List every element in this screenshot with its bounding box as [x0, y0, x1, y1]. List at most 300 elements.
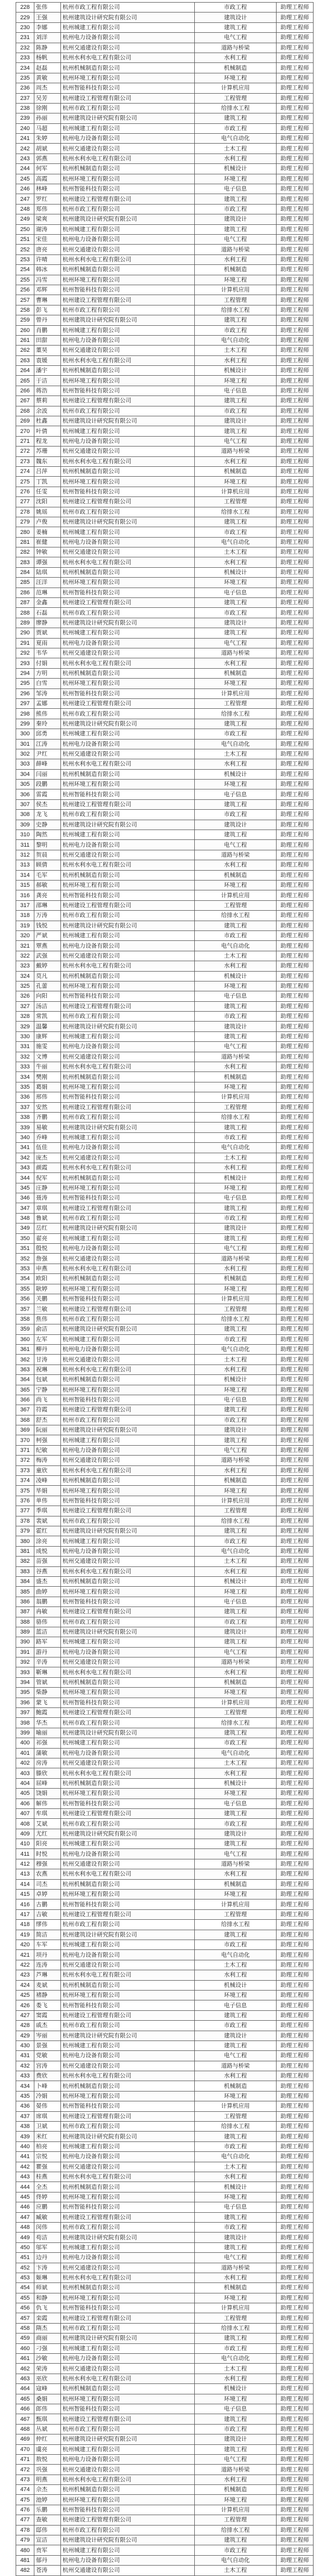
row-number-cell: 449	[16, 2233, 34, 2242]
person-name-cell: 贺晨	[34, 850, 61, 860]
row-number-cell: 457	[16, 2313, 34, 2323]
title-level-cell: 助理工程师	[277, 1879, 314, 1889]
row-number-cell: 442	[16, 2162, 34, 2172]
company-name-cell: 杭州建设工程管理有限公司	[61, 1506, 195, 1516]
company-name-cell: 杭州市政工程有限公司	[61, 103, 195, 113]
company-name-cell: 杭州建筑设计研究院有限公司	[61, 214, 195, 224]
table-row	[16, 154, 314, 163]
row-number-cell: 386	[16, 1597, 34, 1606]
company-name-cell: 杭州建筑设计研究院有限公司	[61, 1930, 195, 1940]
specialty-cell: 水利工程	[195, 1264, 277, 1273]
company-name-cell: 杭州智能科技有限公司	[61, 386, 195, 396]
title-level-cell: 助理工程师	[277, 658, 314, 668]
specialty-cell: 建筑工程	[195, 396, 277, 406]
title-level-cell: 助理工程师	[277, 1294, 314, 1304]
table-row	[16, 285, 314, 295]
table-row	[16, 1254, 314, 1264]
company-name-cell: 杭州建筑设计研究院有限公司	[61, 2031, 195, 2041]
table-row	[16, 2424, 314, 2434]
table-row	[16, 275, 314, 285]
person-name-cell: 方明	[34, 668, 61, 678]
title-level-cell: 助理工程师	[277, 315, 314, 325]
title-level-cell: 助理工程师	[277, 2111, 314, 2121]
title-level-cell: 助理工程师	[277, 1072, 314, 1082]
row-number-cell: 474	[16, 2485, 34, 2495]
title-level-cell: 助理工程师	[277, 668, 314, 678]
table-row	[16, 880, 314, 890]
person-name-cell: 唐亮	[34, 245, 61, 254]
specialty-cell: 电子信息	[195, 991, 277, 1001]
title-level-cell: 助理工程师	[277, 840, 314, 850]
company-name-cell: 杭州水利水电工程有限公司	[61, 355, 195, 365]
specialty-cell: 电气自动化	[195, 1344, 277, 1354]
table-row	[16, 2384, 314, 2394]
specialty-cell: 建筑设计	[195, 618, 277, 628]
row-number-cell: 410	[16, 1839, 34, 1849]
company-name-cell: 杭州建筑设计研究院有限公司	[61, 1324, 195, 1334]
title-level-cell: 助理工程师	[277, 1163, 314, 1172]
company-name-cell: 杭州建设工程管理有限公司	[61, 2111, 195, 2121]
company-name-cell: 杭州智能科技有限公司	[61, 890, 195, 900]
specialty-cell: 建筑工程	[195, 2535, 277, 2545]
specialty-cell: 机械制造	[195, 2283, 277, 2293]
specialty-cell: 工程管理	[195, 698, 277, 708]
table-row	[16, 2192, 314, 2202]
company-name-cell: 杭州市政工程有限公司	[61, 1012, 195, 1022]
company-name-cell: 杭州电力设备有限公司	[61, 2454, 195, 2464]
table-row	[16, 1607, 314, 1617]
title-level-cell: 助理工程师	[277, 2303, 314, 2313]
row-number-cell: 413	[16, 1869, 34, 1879]
row-number-cell: 260	[16, 325, 34, 335]
person-name-cell: 邱勇	[34, 729, 61, 739]
row-number-cell: 394	[16, 1677, 34, 1687]
table-row	[16, 2454, 314, 2464]
row-number-cell: 359	[16, 1324, 34, 1334]
title-level-cell: 助理工程师	[277, 1052, 314, 1062]
person-name-cell: 江涛	[34, 739, 61, 749]
title-level-cell: 助理工程师	[277, 527, 314, 537]
person-name-cell: 谢涛	[34, 224, 61, 234]
company-name-cell: 杭州交通建设有限公司	[61, 2263, 195, 2273]
company-name-cell: 杭州水利水电工程有限公司	[61, 2273, 195, 2282]
row-number-cell: 242	[16, 144, 34, 154]
company-name-cell: 杭州机械制造有限公司	[61, 1173, 195, 1183]
title-level-cell: 助理工程师	[277, 830, 314, 840]
title-level-cell: 助理工程师	[277, 73, 314, 83]
title-level-cell: 助理工程师	[277, 941, 314, 951]
person-name-cell: 苍涛	[34, 2566, 61, 2575]
table-row	[16, 2010, 314, 2020]
person-name-cell: 卞涛	[34, 2263, 61, 2273]
company-name-cell: 杭州城建工程有限公司	[61, 527, 195, 537]
row-number-cell: 337	[16, 1102, 34, 1112]
specialty-cell: 建筑设计	[195, 1223, 277, 1233]
row-number-cell: 250	[16, 224, 34, 234]
specialty-cell: 建筑工程	[195, 1203, 277, 1213]
company-name-cell: 杭州建设工程管理有限公司	[61, 93, 195, 103]
row-number-cell: 477	[16, 2515, 34, 2525]
table-row	[16, 961, 314, 971]
row-number-cell: 234	[16, 63, 34, 73]
table-row	[16, 2505, 314, 2515]
person-name-cell: 兰敏	[34, 1304, 61, 1314]
person-name-cell: 郭燕	[34, 154, 61, 163]
person-name-cell: 范琳	[34, 588, 61, 597]
table-row	[16, 507, 314, 517]
title-level-cell: 助理工程师	[277, 254, 314, 264]
table-row	[16, 1748, 314, 1758]
company-name-cell: 杭州环境工程有限公司	[61, 174, 195, 184]
title-level-cell: 助理工程师	[277, 2222, 314, 2232]
table-row	[16, 1859, 314, 1869]
specialty-cell: 工程管理	[195, 497, 277, 507]
person-name-cell: 龙飞	[34, 810, 61, 820]
table-row	[16, 1123, 314, 1132]
row-number-cell: 244	[16, 164, 34, 174]
company-name-cell: 杭州城建工程有限公司	[61, 1940, 195, 1950]
company-name-cell: 杭州环境工程有限公司	[61, 679, 195, 688]
specialty-cell: 工程管理	[195, 900, 277, 910]
table-row	[16, 2132, 314, 2141]
person-name-cell: 郁丹	[34, 2555, 61, 2565]
title-level-cell: 助理工程师	[277, 679, 314, 688]
table-row	[16, 850, 314, 860]
table-row	[16, 1072, 314, 1082]
row-number-cell: 476	[16, 2505, 34, 2515]
person-name-cell: 路军	[34, 1637, 61, 1647]
company-name-cell: 杭州建设工程管理有限公司	[61, 799, 195, 809]
company-name-cell: 杭州建筑设计研究院有限公司	[61, 1223, 195, 1233]
title-level-cell: 助理工程师	[277, 406, 314, 416]
table-row	[16, 93, 314, 103]
specialty-cell: 机械制造	[195, 1072, 277, 1082]
table-row	[16, 1375, 314, 1385]
title-level-cell: 助理工程师	[277, 93, 314, 103]
person-name-cell: 汤洁	[34, 1001, 61, 1011]
person-name-cell: 张伟	[34, 3, 61, 12]
row-number-cell: 317	[16, 900, 34, 910]
table-row	[16, 557, 314, 567]
person-name-cell: 庞杰	[34, 1153, 61, 1163]
table-row	[16, 436, 314, 446]
table-row	[16, 487, 314, 496]
table-row	[16, 2374, 314, 2383]
row-number-cell: 267	[16, 396, 34, 406]
table-row	[16, 184, 314, 194]
specialty-cell: 水利工程	[195, 1364, 277, 1374]
table-row	[16, 2283, 314, 2293]
person-name-cell: 施雯	[34, 1042, 61, 1052]
company-name-cell: 杭州水利水电工程有限公司	[61, 1465, 195, 1475]
company-name-cell: 杭州水利水电工程有限公司	[61, 1364, 195, 1374]
row-number-cell: 465	[16, 2394, 34, 2404]
title-level-cell: 助理工程师	[277, 2485, 314, 2495]
title-level-cell: 助理工程师	[277, 1597, 314, 1606]
title-level-cell: 助理工程师	[277, 184, 314, 194]
row-number-cell: 310	[16, 830, 34, 840]
table-row	[16, 1486, 314, 1496]
row-number-cell: 257	[16, 295, 34, 305]
person-name-cell: 姬琳	[34, 2273, 61, 2282]
person-name-cell: 李娜	[34, 22, 61, 32]
company-name-cell: 杭州市政工程有限公司	[61, 810, 195, 820]
row-number-cell: 428	[16, 2021, 34, 2031]
specialty-cell: 建筑设计	[195, 820, 277, 830]
row-number-cell: 297	[16, 698, 34, 708]
title-level-cell: 助理工程师	[277, 1375, 314, 1385]
specialty-cell: 建筑设计	[195, 1425, 277, 1435]
title-level-cell: 助理工程师	[277, 729, 314, 739]
specialty-cell: 水利工程	[195, 53, 277, 62]
person-name-cell: 佟婷	[34, 2192, 61, 2202]
row-number-cell: 270	[16, 426, 34, 436]
person-name-cell: 夏雨	[34, 638, 61, 648]
specialty-cell: 给排水工程	[195, 1112, 277, 1122]
person-name-cell: 瞿强	[34, 2162, 61, 2172]
title-level-cell: 助理工程师	[277, 234, 314, 244]
company-name-cell: 杭州交通建设有限公司	[61, 951, 195, 961]
table-row	[16, 2021, 314, 2031]
person-name-cell: 易敏	[34, 1123, 61, 1132]
company-name-cell: 杭州环境工程有限公司	[61, 780, 195, 789]
specialty-cell: 电子信息	[195, 588, 277, 597]
title-level-cell: 助理工程师	[277, 2323, 314, 2333]
title-level-cell: 助理工程师	[277, 1536, 314, 1546]
table-row	[16, 2111, 314, 2121]
title-level-cell: 助理工程师	[277, 1869, 314, 1879]
company-name-cell: 杭州环境工程有限公司	[61, 1789, 195, 1799]
table-row	[16, 941, 314, 951]
table-row	[16, 1990, 314, 2000]
person-name-cell: 樊刚	[34, 1072, 61, 1082]
table-row	[16, 1183, 314, 1193]
person-name-cell: 宁静	[34, 1385, 61, 1395]
person-name-cell: 解伟	[34, 1799, 61, 1808]
specialty-cell: 工程管理	[195, 2313, 277, 2323]
table-row	[16, 1516, 314, 1526]
row-number-cell: 403	[16, 1768, 34, 1778]
row-number-cell: 447	[16, 2212, 34, 2222]
specialty-cell: 建筑工程	[195, 628, 277, 638]
title-level-cell: 助理工程师	[277, 1920, 314, 1930]
specialty-cell: 给排水工程	[195, 911, 277, 921]
person-name-cell: 纪敏	[34, 1445, 61, 1455]
specialty-cell: 给排水工程	[195, 1718, 277, 1728]
table-row	[16, 870, 314, 880]
table-row	[16, 194, 314, 204]
company-name-cell: 杭州市政工程有限公司	[61, 1112, 195, 1122]
company-name-cell: 杭州机械制造有限公司	[61, 366, 195, 376]
row-number-cell: 344	[16, 1173, 34, 1183]
company-name-cell: 杭州交通建设有限公司	[61, 1657, 195, 1667]
person-name-cell: 季琪	[34, 1506, 61, 1516]
company-name-cell: 杭州城建工程有限公司	[61, 1233, 195, 1243]
title-level-cell: 助理工程师	[277, 507, 314, 517]
row-number-cell: 370	[16, 1435, 34, 1445]
person-name-cell: 关鹏	[34, 1294, 61, 1304]
row-number-cell: 265	[16, 376, 34, 386]
specialty-cell: 电气工程	[195, 1244, 277, 1254]
title-level-cell: 助理工程师	[277, 880, 314, 890]
row-number-cell: 293	[16, 658, 34, 668]
company-name-cell: 杭州城建工程有限公司	[61, 2444, 195, 2454]
company-name-cell: 杭州市政工程有限公司	[61, 1617, 195, 1627]
person-name-cell: 段鹏	[34, 780, 61, 789]
row-number-cell: 481	[16, 2555, 34, 2565]
title-level-cell: 助理工程师	[277, 537, 314, 547]
table-row	[16, 1808, 314, 1818]
specialty-cell: 建筑工程	[195, 1233, 277, 1243]
title-level-cell: 助理工程师	[277, 709, 314, 719]
company-name-cell: 杭州建设工程管理有限公司	[61, 1001, 195, 1011]
person-name-cell: 向阳	[34, 991, 61, 1001]
table-row	[16, 2434, 314, 2444]
title-level-cell: 助理工程师	[277, 224, 314, 234]
company-name-cell: 杭州机械制造有限公司	[61, 1879, 195, 1889]
person-name-cell: 倪军	[34, 1173, 61, 1183]
title-level-cell: 助理工程师	[277, 1042, 314, 1052]
company-name-cell: 杭州建筑设计研究院有限公司	[61, 1425, 195, 1435]
table-row	[16, 1304, 314, 1314]
row-number-cell: 366	[16, 1395, 34, 1405]
specialty-cell: 电气工程	[195, 638, 277, 648]
table-row	[16, 366, 314, 376]
person-name-cell: 黄敏	[34, 73, 61, 83]
table-row	[16, 911, 314, 921]
row-number-cell: 372	[16, 1456, 34, 1465]
company-name-cell: 杭州电力设备有限公司	[61, 234, 195, 244]
table-row	[16, 1909, 314, 1919]
table-row	[16, 1334, 314, 1344]
company-name-cell: 杭州水利水电工程有限公司	[61, 2374, 195, 2383]
company-name-cell: 杭州电力设备有限公司	[61, 1244, 195, 1254]
row-number-cell: 377	[16, 1506, 34, 1516]
person-name-cell: 陈静	[34, 43, 61, 53]
specialty-cell: 建筑工程	[195, 517, 277, 527]
person-name-cell: 汪洋	[34, 578, 61, 588]
table-row	[16, 245, 314, 254]
row-number-cell: 236	[16, 83, 34, 93]
person-name-cell: 曹琳	[34, 295, 61, 305]
table-row	[16, 789, 314, 799]
row-number-cell: 460	[16, 2343, 34, 2353]
company-name-cell: 杭州建设工程管理有限公司	[61, 1808, 195, 1818]
table-row	[16, 103, 314, 113]
row-number-cell: 415	[16, 1890, 34, 1899]
title-level-cell: 助理工程师	[277, 850, 314, 860]
company-name-cell: 杭州城建工程有限公司	[61, 1031, 195, 1041]
table-row	[16, 780, 314, 789]
person-name-cell: 谷燕	[34, 1566, 61, 1576]
title-level-cell: 助理工程师	[277, 2031, 314, 2041]
company-name-cell: 杭州水利水电工程有限公司	[61, 1264, 195, 1273]
specialty-cell: 环境工程	[195, 1284, 277, 1294]
row-number-cell: 333	[16, 1062, 34, 1072]
person-name-cell: 查敏	[34, 2515, 61, 2525]
specialty-cell: 水利工程	[195, 2273, 277, 2282]
company-name-cell: 杭州城建工程有限公司	[61, 1738, 195, 1748]
specialty-cell: 电气工程	[195, 840, 277, 850]
row-number-cell: 369	[16, 1425, 34, 1435]
company-name-cell: 杭州交通建设有限公司	[61, 346, 195, 355]
title-level-cell: 助理工程师	[277, 214, 314, 224]
row-number-cell: 245	[16, 174, 34, 184]
row-number-cell: 327	[16, 1001, 34, 1011]
table-row	[16, 668, 314, 678]
row-number-cell: 424	[16, 1980, 34, 1990]
title-level-cell: 助理工程师	[277, 870, 314, 880]
specialty-cell: 建筑设计	[195, 214, 277, 224]
company-name-cell: 杭州建设工程管理有限公司	[61, 2414, 195, 2424]
company-name-cell: 杭州市政工程有限公司	[61, 507, 195, 517]
title-level-cell: 助理工程师	[277, 2253, 314, 2263]
row-number-cell: 400	[16, 1738, 34, 1748]
company-name-cell: 杭州建筑设计研究院有限公司	[61, 1022, 195, 1031]
company-name-cell: 杭州建筑设计研究院有限公司	[61, 618, 195, 628]
specialty-cell: 市政工程	[195, 1415, 277, 1425]
specialty-cell: 环境工程	[195, 2091, 277, 2101]
row-number-cell: 281	[16, 537, 34, 547]
table-row	[16, 971, 314, 981]
title-level-cell: 助理工程师	[277, 2424, 314, 2434]
specialty-cell: 道路与桥梁	[195, 2263, 277, 2273]
company-name-cell: 杭州机械制造有限公司	[61, 2182, 195, 2192]
person-name-cell: 明燕	[34, 2475, 61, 2484]
specialty-cell: 给排水工程	[195, 305, 277, 315]
row-number-cell: 375	[16, 1486, 34, 1496]
company-name-cell: 杭州电力设备有限公司	[61, 1849, 195, 1859]
row-number-cell: 233	[16, 53, 34, 62]
row-number-cell: 338	[16, 1112, 34, 1122]
specialty-cell: 机械设计	[195, 1778, 277, 1788]
person-name-cell: 栾霞	[34, 2313, 61, 2323]
table-row	[16, 497, 314, 507]
row-number-cell: 331	[16, 1042, 34, 1052]
person-name-cell: 童欣	[34, 1465, 61, 1475]
specialty-cell: 土木工程	[195, 1557, 277, 1566]
title-level-cell: 助理工程师	[277, 1667, 314, 1677]
specialty-cell: 市政工程	[195, 1213, 277, 1223]
person-name-cell: 蓝洁	[34, 1627, 61, 1637]
person-name-cell: 霍红	[34, 1526, 61, 1536]
row-number-cell: 311	[16, 840, 34, 850]
person-name-cell: 柳丹	[34, 1344, 61, 1354]
row-number-cell: 278	[16, 507, 34, 517]
row-number-cell: 348	[16, 1213, 34, 1223]
row-number-cell: 367	[16, 1405, 34, 1415]
person-name-cell: 高霞	[34, 174, 61, 184]
row-number-cell: 288	[16, 608, 34, 618]
title-level-cell: 助理工程师	[277, 1405, 314, 1415]
specialty-cell: 水利工程	[195, 1768, 277, 1778]
table-row	[16, 2475, 314, 2484]
row-number-cell: 302	[16, 749, 34, 759]
table-row	[16, 1799, 314, 1808]
person-name-cell: 康辉	[34, 1031, 61, 1041]
company-name-cell: 杭州建设工程管理有限公司	[61, 1909, 195, 1919]
row-number-cell: 300	[16, 729, 34, 739]
table-row	[16, 608, 314, 618]
table-row	[16, 1890, 314, 1899]
company-name-cell: 杭州市政工程有限公司	[61, 1314, 195, 1324]
title-level-cell: 助理工程师	[277, 376, 314, 386]
company-name-cell: 杭州城建工程有限公司	[61, 1637, 195, 1647]
row-number-cell: 452	[16, 2263, 34, 2273]
table-row	[16, 1930, 314, 1940]
table-row	[16, 2343, 314, 2353]
person-name-cell: 苗强	[34, 1557, 61, 1566]
